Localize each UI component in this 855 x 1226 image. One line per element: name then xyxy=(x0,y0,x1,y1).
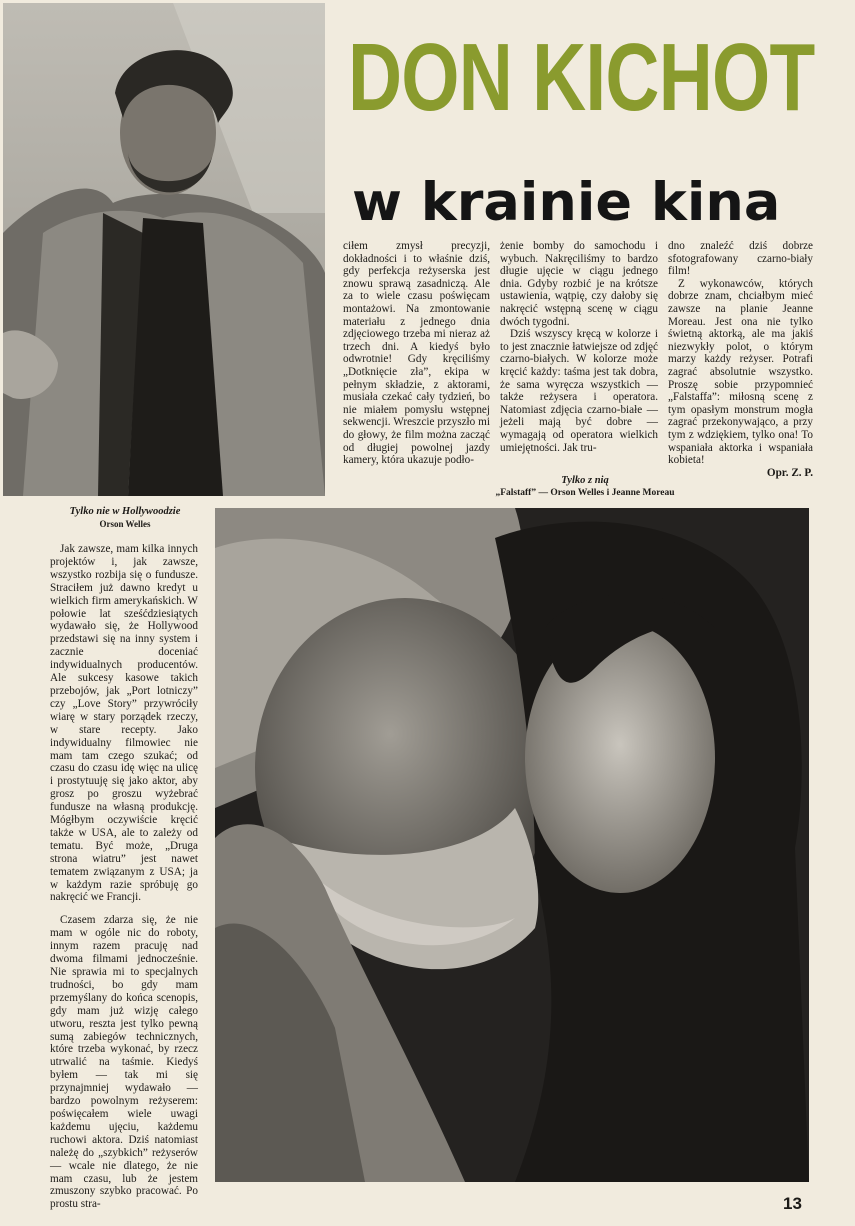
caption-subtitle: „Falstaff” — Orson Welles i Jeanne Moreau xyxy=(495,488,675,498)
caption-falstaff xyxy=(440,475,730,499)
author-signature: Opr. Z. P. xyxy=(766,466,813,479)
photo-falstaff-still xyxy=(215,508,809,1182)
text-column-2 xyxy=(500,240,658,454)
photo-orson-welles xyxy=(3,3,325,496)
paragraph: Dziś wszyscy kręcą w kolorze i to jest znacznie łatwiejsze od zdjęć czarno-białych. W kolorze może kręcić każdy: taśma jest tak dobra, że sama wyręcza wszystkich — także reżysera i operatora. Natomiast zdjęcia czarno-białe — jeżeli mają być dobre — wymagają od operatora wielkich umiejętności. Jak tru- xyxy=(500,328,658,454)
caption-subtitle: Orson Welles xyxy=(99,519,151,529)
paragraph: żenie bomby do samochodu i wybuch. Nakręciliśmy to bardzo długie ujęcie w ciągu jednego dnia. Gdyby rozbić je na krótsze ustawienia, wątpię, czy dałoby się nakręcić wstępną scenę w ciągu dwóch tygodni. xyxy=(500,240,658,328)
caption-welles xyxy=(30,505,220,531)
text-column-1 xyxy=(343,240,490,467)
page-number: 13 xyxy=(783,1194,802,1213)
paragraph: Czasem zdarza się, że nie mam w ogóle nic do roboty, innym razem pracuję nad dwoma filmami jednocześnie. Nie sprawia mi to specjalnych trudności, bo gdy mam przemyślany do końca scenopis, gdy mam już wizję całego utworu, reszta jest tylko pewną sumą zabiegów technicznych, które trzeba wykonać, by rzecz utrwalić na taśmie. Kiedyś byłem — tak mi się przynajmniej wydawało — bardzo powolnym reżyserem: poświęcałem wiele uwagi każdemu ujęciu, każdemu ruchowi aktora. Dziś natomiast należę do „szybkich” reżyserów — wcale nie dlatego, że nie mam czasu, lub że jestem zmuszony szybko pracować. Po prostu stra- xyxy=(50,914,198,1211)
paragraph: Z wykonawców, których dobrze znam, chciałbym mieć zawsze na planie Jeanne Moreau. Jest ona nie tylko świetną aktorką, ale ma jakiś niezwykły polot, o którym marzy każdy reżyser. Potrafi zagrać absolutnie wszystko. Proszę sobie przypomnieć „Falstaffa”: miłosną scenę z tym opasłym monstrum mogła zagrać przekonywająco, a przy tym z wdziękiem, tylko ona! To wspaniała aktorka i wspaniała kobieta! xyxy=(668,277,813,467)
paragraph: Jak zawsze, mam kilka innych projektów i, jak zawsze, wszystko rozbija się o fundusze. Straciłem już dawno kredyt u wielkich firm amerykańskich. W połowie lat sześćdziesiątych wydawało się, że Hollywood przedstawi się na inny system i zacznie doceniać indywidualnych producentów. Ale sukcesy kasowe takich przebojów, jak „Port lotniczy” czy „Love Story” przywróciły wiarę w stary porządek rzeczy, w stare recepty. Jako indywidualny filmowiec nie mam tam czego szukać; od czasu do czasu idę więc na ulicę i prostytuuję się jako aktor, aby grosz po groszu wyżebrać fundusze na własną produkcję. Mógłbym oczywiście kręcić także w USA, ale to zależy od tematu. Być może, „Druga strona wiatru” jest nawet tematem związanym z USA; ja w każdym razie spróbuję go nakręcić we Francji. xyxy=(50,543,198,904)
paragraph: ciłem zmysł precyzji, dokładności i to właśnie dziś, gdy perfekcja reżyserska jest znowu sprawą zasadniczą. Ale za to wiele czasu poświęcam montażowi. Na zmontowanie materiału z jednego dnia zdjęciowego trzeba mi nieraz aż trzech dni. A kiedyś było odwrotnie! Gdy kręciliśmy „Dotknięcie zła”, ekipa w pełnym składzie, z aktorami, musiała czekać cały tydzień, bo nie miałem pomysłu wstępnej sekwencji. Wreszcie przyszło mi do głowy, że film można zacząć od długiej powolnej jazdy kamery, która ukazuje podło- xyxy=(343,240,490,467)
caption-title: Tylko z nią xyxy=(561,475,609,486)
text-column-left xyxy=(50,543,198,1211)
caption-title: Tylko nie w Hollywoodzie xyxy=(69,506,181,517)
article-subtitle: w krainie kina xyxy=(352,172,781,233)
text-column-3 xyxy=(668,240,813,479)
paragraph: dno znaleźć dziś dobrze sfotografowany czarno-biały film! xyxy=(668,240,813,278)
article-title: DON KICHOT xyxy=(348,24,815,131)
